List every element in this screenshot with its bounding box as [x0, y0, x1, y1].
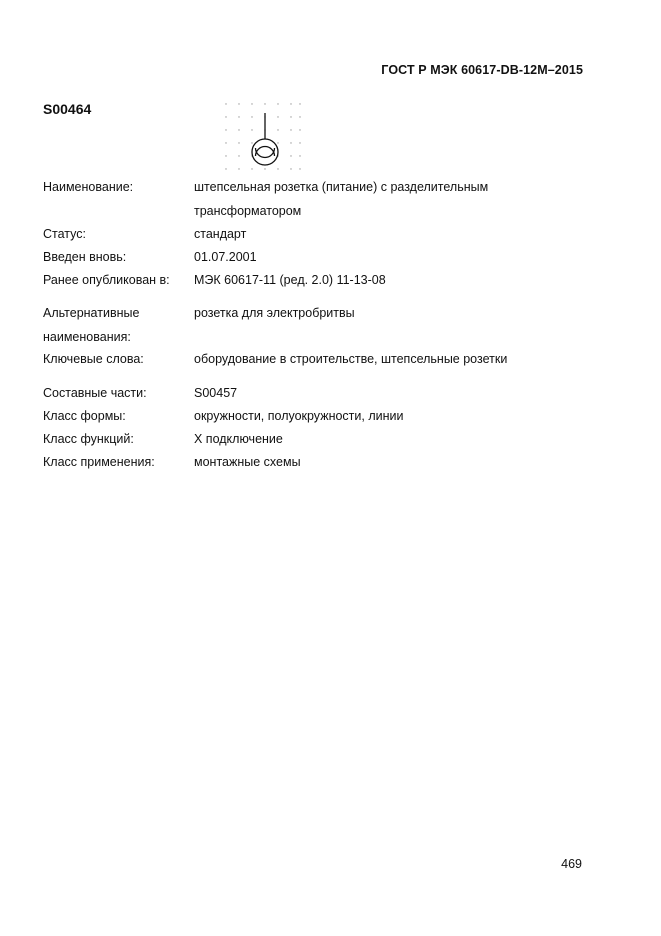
- field-value: S00457: [194, 386, 238, 400]
- document-standard-header: ГОСТ Р МЭК 60617-DB-12M–2015: [381, 63, 583, 77]
- field-label: Класс применения:: [43, 455, 155, 469]
- field-label: Класс функций:: [43, 432, 134, 446]
- field-value: розетка для электробритвы: [194, 306, 355, 320]
- field-label: Составные части:: [43, 386, 147, 400]
- field-value: монтажные схемы: [194, 455, 301, 469]
- field-label-line: наименования:: [43, 329, 131, 344]
- field-value: X подключение: [194, 432, 283, 446]
- field-value: оборудование в строительстве, штепсельные розетки: [194, 352, 508, 366]
- field-value: 01.07.2001: [194, 250, 257, 264]
- field-label: Наименование:: [43, 180, 134, 194]
- field-value-line: трансформатором: [194, 203, 302, 218]
- field-label: Класс формы:: [43, 409, 126, 423]
- page-number: 469: [561, 857, 582, 871]
- field-value: МЭК 60617-11 (ред. 2.0) 11-13-08: [194, 273, 386, 287]
- field-value: окружности, полуокружности, линии: [194, 409, 404, 423]
- field-label: Статус:: [43, 227, 86, 241]
- field-label: Введен вновь:: [43, 250, 127, 264]
- field-value-line: штепсельная розетка (питание) с разделительным: [194, 180, 489, 194]
- field-label: Ключевые слова:: [43, 352, 144, 366]
- field-label: Ранее опубликован в:: [43, 273, 170, 287]
- field-label: [43, 302, 193, 349]
- field-value: стандарт: [194, 227, 247, 241]
- field-value: [194, 176, 594, 223]
- socket-transformer-symbol-icon: [222, 100, 304, 176]
- symbol-code: S00464: [43, 101, 92, 117]
- field-label-line: Альтернативные: [43, 306, 140, 320]
